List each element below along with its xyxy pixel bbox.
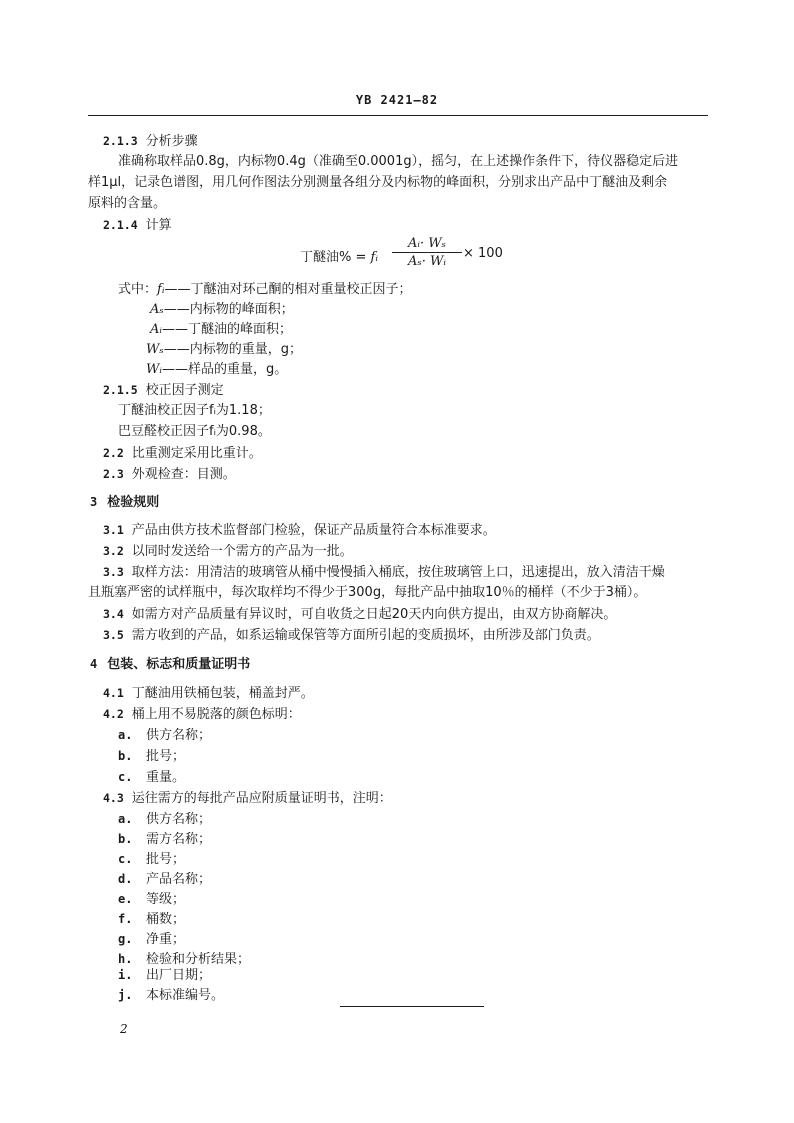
clause-3-3 — [103, 563, 665, 582]
clause-4-2 — [103, 705, 301, 724]
clause-text: 桶上用不易脱落的颜色标明： — [131, 707, 301, 722]
where-label: 式中： — [118, 282, 158, 297]
clause-number: 3.2 — [103, 544, 124, 558]
section-title: 检验规则 — [107, 495, 160, 510]
list-letter: b. — [118, 832, 133, 846]
list-letter: i. — [118, 968, 133, 982]
list-text: 需方名称； — [146, 832, 212, 847]
clause-text: 需方收到的产品，如系运输或保管等方面所引起的变质损坏，由所涉及部门负责。 — [131, 628, 600, 643]
formula-fraction — [392, 236, 462, 269]
page-number: 2 — [120, 1022, 128, 1036]
clause-3-4 — [103, 605, 616, 624]
list-item — [118, 830, 211, 849]
section-title: 校正因子测定 — [145, 383, 224, 398]
definition-symbol: Wᵢ — [146, 362, 162, 377]
list-text: 出厂日期； — [146, 968, 212, 983]
section-3-heading — [90, 493, 159, 512]
list-letter: c. — [118, 852, 133, 866]
list-text: 检验和分析结果； — [146, 952, 251, 967]
definition-row — [146, 361, 287, 379]
definition-symbol: fᵢ — [157, 282, 165, 297]
clause-4-3 — [103, 789, 392, 808]
text-line: 样1μl，记录色谱图，用几何作图法分别测量各组分及内标物的峰面积，分别求出产品中丁醚油及剩余 — [88, 175, 668, 190]
list-item — [118, 986, 224, 1005]
section-number: 2.1.5 — [103, 383, 138, 397]
definition-row — [150, 321, 292, 339]
section-2-1-3-heading — [103, 132, 198, 151]
formula-denominator: Aₛ· Wᵢ — [407, 254, 446, 269]
section-title: 包装、标志和质量证明书 — [107, 657, 251, 672]
clause-number: 3.3 — [103, 565, 124, 579]
definition-symbol: Wₛ — [146, 342, 164, 357]
fraction-bar — [392, 252, 462, 253]
section-number: 2.1.3 — [103, 134, 138, 148]
definition-text: ——样品的重量，g。 — [161, 362, 288, 377]
clause-number: 3.4 — [103, 607, 124, 621]
end-rule — [340, 1006, 484, 1007]
list-text: 重量。 — [146, 770, 186, 785]
section-number: 2.1.4 — [103, 218, 138, 232]
list-letter: j. — [118, 988, 133, 1002]
clause-text: 如需方对产品质量有异议时，可自收货之日起20天内向供方提出，由双方协商解决。 — [131, 607, 617, 622]
list-text: 供方名称； — [146, 812, 212, 827]
clause-3-2 — [103, 542, 353, 561]
text-line: 丁醚油校正因子fᵢ为1.18； — [118, 403, 271, 418]
section-text: 比重测定采用比重计。 — [131, 446, 262, 461]
definition-row — [146, 341, 302, 359]
clause-text: 以同时发送给一个需方的产品为一批。 — [131, 544, 353, 559]
list-letter: e. — [118, 892, 133, 906]
clause-3-3-continued: 且瓶塞严密的试样瓶中，每次取样均不得少于300g，每批产品中抽取10％的桶样（不少于3桶）。 — [88, 585, 647, 600]
clause-number: 4.2 — [103, 707, 124, 721]
definition-text: ——丁醚油的峰面积； — [162, 322, 293, 337]
clause-number: 3.1 — [103, 523, 124, 537]
section-title: 计算 — [145, 218, 172, 233]
section-number: 3 — [90, 495, 98, 509]
section-2-3 — [103, 465, 236, 484]
list-item — [118, 930, 185, 949]
section-text: 外观检查：目测。 — [131, 467, 236, 482]
section-number: 2.2 — [103, 446, 124, 460]
list-item — [118, 850, 185, 869]
section-number: 4 — [90, 657, 98, 671]
formula-lhs — [300, 246, 378, 265]
clause-text: 运往需方的每批产品应附质量证明书，注明： — [131, 791, 392, 806]
clause-text: 丁醚油用铁桶包装，桶盖封严。 — [131, 686, 314, 701]
clause-3-1 — [103, 521, 496, 540]
list-text: 等级； — [146, 892, 186, 907]
list-text: 净重； — [146, 932, 186, 947]
formula-numerator: Aᵢ· Wₛ — [407, 236, 446, 251]
section-4-heading — [90, 655, 250, 674]
list-item — [118, 810, 211, 829]
formula-rhs: × 100 — [463, 246, 503, 261]
list-item — [118, 726, 211, 745]
list-item — [118, 747, 185, 766]
clause-number: 3.5 — [103, 628, 124, 642]
list-letter: a. — [118, 728, 133, 742]
list-item — [118, 890, 185, 909]
definition-text: ——内标物的峰面积； — [163, 302, 294, 317]
list-item — [118, 910, 185, 929]
list-letter: d. — [118, 872, 133, 886]
list-letter: b. — [118, 749, 133, 763]
list-text: 批号； — [146, 749, 186, 764]
text-line: 准确称取样品0.8g，内标物0.4g（准确至0.0001g），摇匀，在上述操作条件下，待仪器稳定后进 — [118, 154, 679, 169]
definition-symbol: Aₛ — [150, 302, 164, 317]
list-text: 桶数； — [146, 912, 186, 927]
list-letter: f. — [118, 912, 133, 926]
clause-text: 取样方法：用清洁的玻璃管从桶中慢慢插入桶底，按住玻璃管上口，迅速提出，放入清洁干燥 — [131, 565, 665, 580]
section-number: 2.3 — [103, 467, 124, 481]
clause-4-1 — [103, 684, 314, 703]
definition-text: ——内标物的重量，g； — [163, 342, 303, 357]
definition-symbol: Aᵢ — [150, 322, 163, 337]
list-item — [118, 966, 211, 985]
definition-row — [118, 281, 411, 299]
list-letter: h. — [118, 952, 133, 966]
section-2-1-5-heading — [103, 381, 224, 400]
section-2-1-4-heading — [103, 216, 172, 235]
clause-3-5 — [103, 626, 600, 645]
formula-lhs-text: 丁醚油% = — [300, 250, 367, 265]
section-title: 分析步骤 — [145, 134, 198, 149]
list-text: 本标准编号。 — [146, 988, 225, 1003]
list-letter: a. — [118, 812, 133, 826]
list-text: 产品名称； — [146, 872, 212, 887]
text-line: 巴豆醛校正因子fᵢ为0.98。 — [118, 424, 271, 439]
standard-code: YB 2421—82 — [355, 93, 439, 107]
text-line: 原料的含量。 — [88, 196, 167, 211]
list-letter: g. — [118, 932, 133, 946]
list-text: 供方名称； — [146, 728, 212, 743]
section-2-2 — [103, 444, 262, 463]
list-item — [118, 870, 211, 889]
list-text: 批号； — [146, 852, 186, 867]
list-letter: c. — [118, 770, 133, 784]
clause-number: 4.1 — [103, 686, 124, 700]
clause-text: 产品由供方技术监督部门检验，保证产品质量符合本标准要求。 — [131, 523, 496, 538]
list-item — [118, 768, 185, 787]
definition-row — [150, 301, 294, 319]
clause-number: 4.3 — [103, 791, 124, 805]
header-rule — [88, 115, 708, 116]
formula-factor: fᵢ — [370, 250, 378, 265]
definition-text: ——丁醚油对环己酮的相对重量校正因子； — [164, 282, 412, 297]
